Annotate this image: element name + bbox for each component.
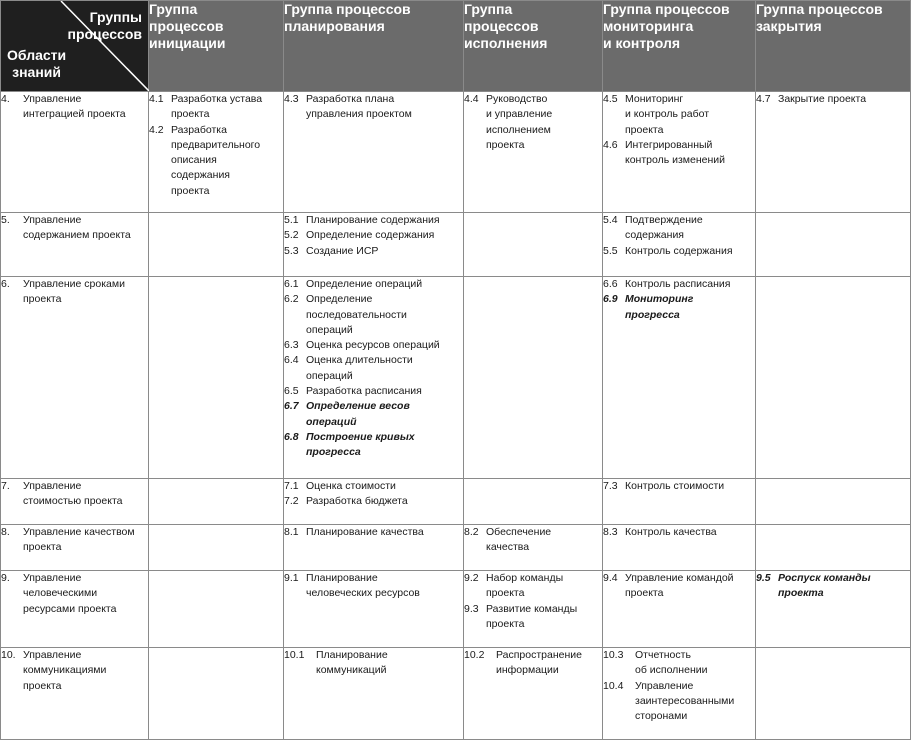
process-cell-planning [284, 648, 464, 740]
process-name: Планирование коммуникаций [316, 649, 388, 677]
knowledge-area-name: Управление стоимостью проекта [23, 480, 123, 508]
process-entry [284, 479, 463, 494]
process-cell-closing [756, 525, 911, 571]
process-name: Оценка ресурсов операций [306, 339, 440, 352]
process-cell-executing [464, 277, 603, 479]
process-entry [464, 571, 602, 602]
process-name: Развитие команды проекта [486, 602, 578, 630]
process-number: 6.2 [284, 293, 299, 306]
knowledge-area-name: Управление человеческими ресурсами проекта [23, 572, 117, 615]
process-number: 4.7 [756, 93, 771, 105]
process-name: Оценка длительности операций [306, 354, 413, 382]
process-name: Обеспечение качества [486, 526, 552, 554]
process-cell-closing [756, 571, 911, 648]
process-name: Интегрированный контроль изменений [625, 138, 726, 167]
process-number: 5.3 [284, 244, 299, 257]
knowledge-area-cell [1, 213, 149, 277]
process-cell-initiating [149, 648, 284, 740]
process-cell-closing [756, 648, 911, 740]
process-cell-planning [284, 213, 464, 277]
process-name: Контроль содержания [625, 244, 733, 257]
process-entry [284, 292, 463, 338]
knowledge-area-row [1, 277, 911, 479]
process-entry [603, 571, 755, 602]
process-number: 10.3 [603, 649, 624, 661]
process-name: Управление командой проекта [625, 572, 734, 600]
process-cell-closing [756, 479, 911, 525]
process-cell-executing [464, 213, 603, 277]
process-number: 8.1 [284, 526, 299, 538]
process-entry [603, 92, 755, 138]
corner-header [1, 1, 149, 92]
process-cell-monitoring [603, 277, 756, 479]
process-name: Разработка плана управления проектом [306, 93, 412, 121]
process-entry [756, 571, 910, 602]
process-cell-executing [464, 648, 603, 740]
process-cell-executing [464, 525, 603, 571]
process-name: Контроль качества [625, 526, 717, 538]
process-number: 7.3 [603, 480, 618, 492]
process-number: 5.2 [284, 229, 299, 242]
process-entry [603, 138, 755, 169]
process-number: 4.6 [603, 138, 618, 151]
process-name: Разработка устава проекта [171, 93, 263, 121]
process-number: 9.5 [756, 572, 771, 584]
process-name: Разработка бюджета [306, 495, 408, 508]
process-number: 6.5 [284, 385, 299, 398]
knowledge-area-number: 4. [1, 93, 10, 105]
process-cell-monitoring [603, 525, 756, 571]
process-name: Мониторинг прогресса [625, 293, 694, 321]
group-header-planning: Группа процессов планирования [284, 1, 464, 92]
matrix-body [1, 92, 911, 740]
process-number: 7.1 [284, 480, 299, 492]
process-entry [284, 213, 463, 228]
process-name: Роспуск команды проекта [778, 572, 871, 600]
process-number: 5.4 [603, 214, 618, 226]
process-entry [603, 479, 755, 494]
process-name: Распространение информации [496, 649, 582, 677]
knowledge-area-cell [1, 479, 149, 525]
group-header-monitoring: Группа процессов мониторинга и контроля [603, 1, 756, 92]
process-entry [464, 525, 602, 556]
process-number: 8.3 [603, 526, 618, 538]
process-number: 4.4 [464, 93, 479, 105]
process-entry [284, 228, 463, 243]
process-number: 9.1 [284, 572, 299, 584]
knowledge-area-number: 10. [1, 649, 16, 661]
process-number: 4.1 [149, 93, 164, 105]
knowledge-area-row [1, 213, 911, 277]
process-cell-planning [284, 277, 464, 479]
process-number: 6.3 [284, 339, 299, 352]
process-name: Создание ИСР [306, 244, 379, 257]
process-cell-initiating [149, 479, 284, 525]
process-entry [284, 92, 463, 123]
process-name: Построение кривых прогресса [306, 430, 415, 459]
process-number: 6.4 [284, 354, 299, 367]
process-number: 10.4 [603, 679, 624, 692]
knowledge-area-cell [1, 92, 149, 213]
process-number: 9.3 [464, 602, 479, 615]
process-number: 6.1 [284, 278, 299, 290]
process-entry [284, 494, 463, 509]
process-cell-planning [284, 479, 464, 525]
process-number: 4.5 [603, 93, 618, 105]
process-cell-closing [756, 277, 911, 479]
knowledge-area-name: Управление интеграцией проекта [23, 93, 126, 121]
process-cell-planning [284, 571, 464, 648]
process-entry [284, 571, 463, 602]
process-number: 10.1 [284, 649, 305, 661]
knowledge-area-cell [1, 525, 149, 571]
knowledge-area-row [1, 648, 911, 740]
process-name: Планирование качества [306, 526, 424, 538]
process-entry [284, 648, 463, 679]
process-number: 4.3 [284, 93, 299, 105]
process-entry [284, 525, 463, 540]
knowledge-area-number: 7. [1, 480, 10, 492]
process-entry [149, 123, 283, 199]
knowledge-area-number: 6. [1, 278, 10, 290]
process-name: Отчетность об исполнении [635, 649, 708, 677]
process-cell-monitoring [603, 571, 756, 648]
group-header-initiating: Группа процессов инициации [149, 1, 284, 92]
knowledge-area-number: 5. [1, 214, 10, 226]
process-name: Закрытие проекта [778, 93, 867, 105]
process-name: Руководство и управление исполнением проекта [486, 93, 553, 151]
process-name: Планирование содержания [306, 214, 440, 226]
header-row [1, 1, 911, 92]
process-name: Разработка расписания [306, 385, 422, 398]
process-entry [756, 92, 910, 107]
process-entry [603, 213, 755, 244]
knowledge-area-cell [1, 571, 149, 648]
process-entry [284, 384, 463, 399]
process-cell-planning [284, 525, 464, 571]
process-number: 6.8 [284, 430, 299, 443]
process-name: Контроль расписания [625, 278, 731, 290]
process-entry [464, 92, 602, 153]
knowledge-area-row [1, 525, 911, 571]
knowledge-area-name: Управление содержанием проекта [23, 214, 131, 242]
process-cell-closing [756, 92, 911, 213]
knowledge-area-row [1, 92, 911, 213]
process-cell-initiating [149, 92, 284, 213]
process-number: 5.1 [284, 214, 299, 226]
process-entry [603, 292, 755, 323]
process-entry [284, 353, 463, 384]
process-name: Подтверждение содержания [625, 214, 703, 242]
process-name: Определение содержания [306, 229, 435, 242]
process-cell-monitoring [603, 648, 756, 740]
process-name: Планирование человеческих ресурсов [306, 572, 420, 600]
process-name: Определение весов операций [306, 400, 410, 428]
process-name: Управление заинтересованными сторонами [635, 679, 735, 723]
process-name: Мониторинг и контроль работ проекта [625, 93, 710, 136]
process-number: 6.6 [603, 278, 618, 290]
process-name: Контроль стоимости [625, 480, 725, 492]
process-number: 8.2 [464, 526, 479, 538]
process-cell-monitoring [603, 479, 756, 525]
knowledge-area-name: Управление качеством проекта [23, 526, 135, 554]
process-number: 10.2 [464, 649, 485, 661]
process-number: 6.7 [284, 400, 299, 413]
process-entry [464, 602, 602, 633]
process-cell-planning [284, 92, 464, 213]
process-cell-executing [464, 92, 603, 213]
process-cell-closing [756, 213, 911, 277]
process-cell-monitoring [603, 92, 756, 213]
process-entry [284, 244, 463, 259]
process-entry [603, 277, 755, 292]
knowledge-area-row [1, 571, 911, 648]
process-name: Разработка предварительного описания содержания проекта [171, 123, 261, 197]
process-number: 6.9 [603, 293, 618, 306]
knowledge-area-cell [1, 648, 149, 740]
process-cell-initiating [149, 525, 284, 571]
process-entry [603, 244, 755, 259]
knowledge-area-row [1, 479, 911, 525]
process-name: Оценка стоимости [306, 480, 396, 492]
process-number: 4.2 [149, 123, 164, 136]
process-entry [284, 338, 463, 353]
process-cell-executing [464, 479, 603, 525]
knowledge-area-name: Управление сроками проекта [23, 278, 125, 306]
process-cell-initiating [149, 213, 284, 277]
knowledge-area-number: 9. [1, 572, 10, 584]
process-cell-initiating [149, 277, 284, 479]
process-name: Определение операций [306, 278, 423, 290]
process-entry [603, 679, 755, 725]
process-number: 7.2 [284, 495, 299, 508]
corner-groups-label: Группы процессов [67, 9, 142, 42]
knowledge-area-number: 8. [1, 526, 10, 538]
process-entry [603, 525, 755, 540]
process-entry [464, 648, 602, 679]
process-entry [149, 92, 283, 123]
process-name: Определение последовательности операций [306, 293, 407, 336]
process-cell-executing [464, 571, 603, 648]
process-entry [284, 399, 463, 430]
process-cell-initiating [149, 571, 284, 648]
process-cell-monitoring [603, 213, 756, 277]
process-number: 9.4 [603, 572, 618, 584]
group-header-executing: Группа процессов исполнения [464, 1, 603, 92]
process-name: Набор команды проекта [486, 572, 564, 600]
process-number: 5.5 [603, 244, 618, 257]
process-entry [284, 430, 463, 461]
knowledge-area-name: Управление коммуникациями проекта [23, 649, 107, 692]
process-number: 9.2 [464, 572, 479, 584]
knowledge-area-cell [1, 277, 149, 479]
process-entry [603, 648, 755, 679]
group-header-closing: Группа процессов закрытия [756, 1, 911, 92]
corner-areas-label: Области знаний [7, 47, 67, 80]
process-entry [284, 277, 463, 292]
